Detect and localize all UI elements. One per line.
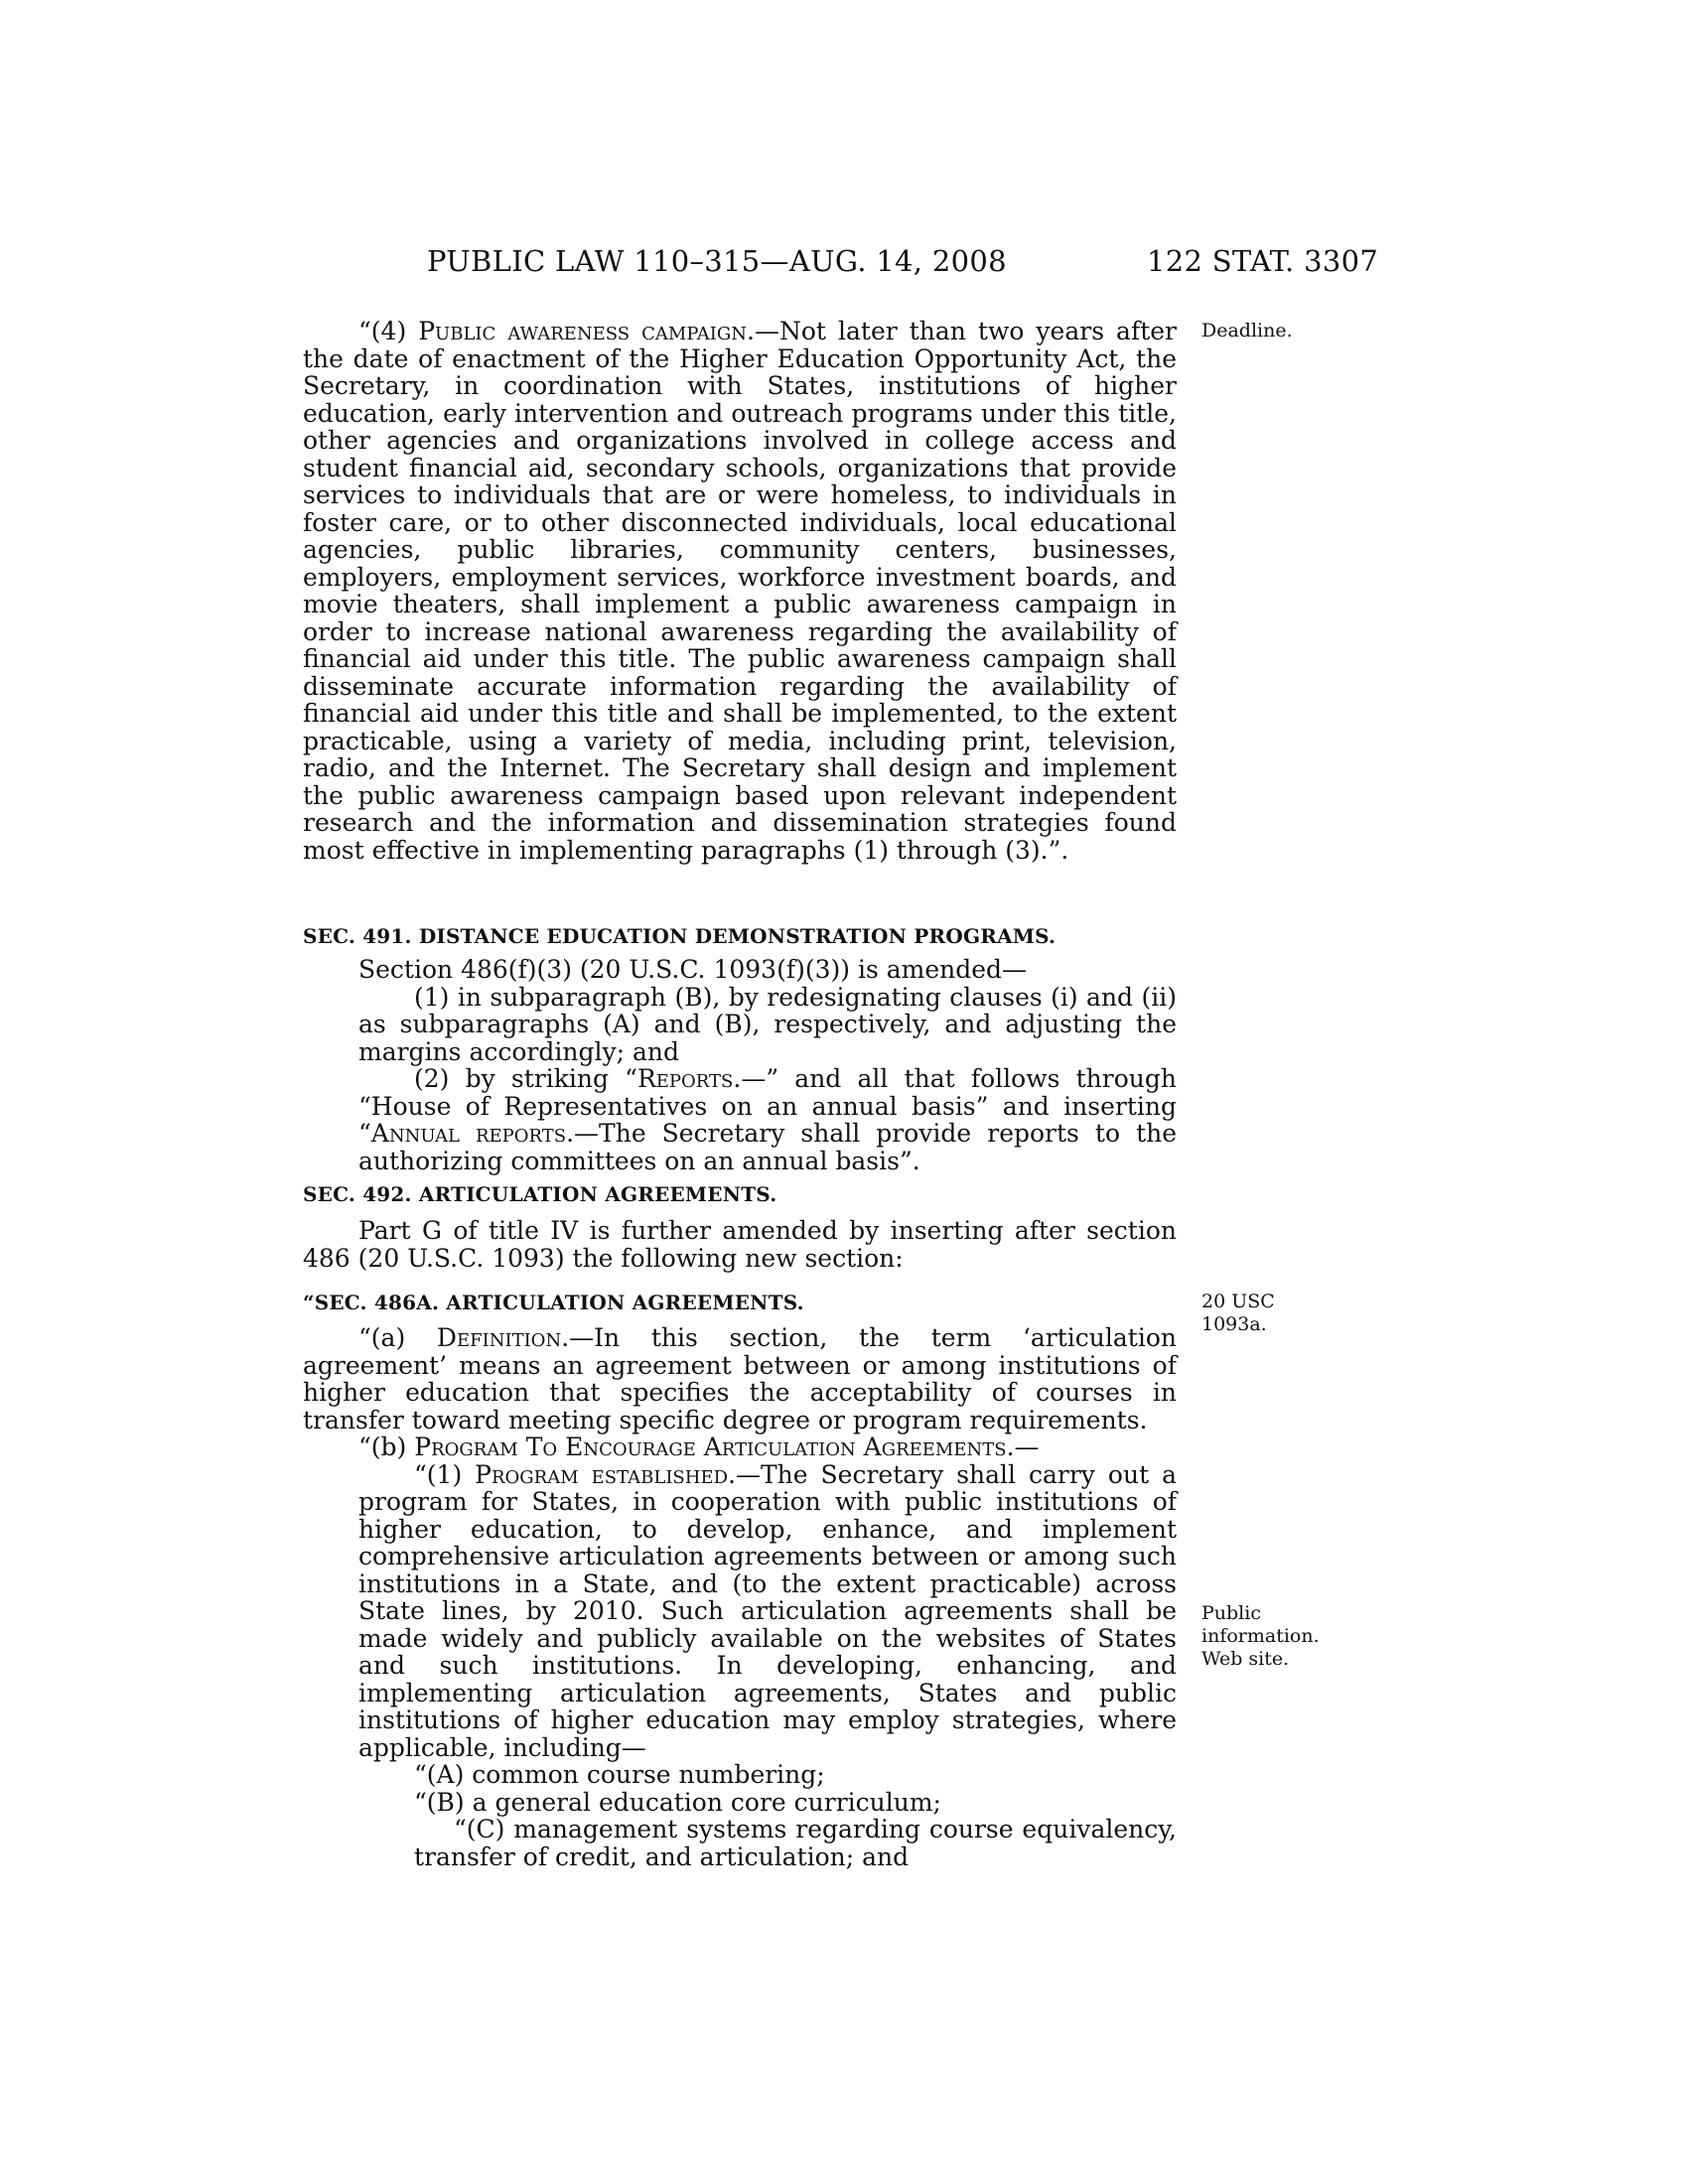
list-item: (2) by striking “Reports.—” and all that follows through “House of Representatives on an annual basis” and inserting “Annual reports.—The Secretary shall provide reports to the authorizing committees on an annual basis”. [358,1064,1178,1175]
list-item: (1) in subparagraph (B), by redesignating clauses (i) and (ii) as subparagraphs (A) and (B), respectively, and adjusting the margins accordingly; and [358,982,1177,1066]
paragraph-definition: “(a) Definition.—In this section, the term ‘articulation agreement’ means an agreement between or among institutions of higher education that specifies the acceptability of courses in transfer toward meeting specific degree or program requirements. [303,1323,1177,1434]
running-header-title: PUBLIC LAW 110–315—AUG. 14, 2008 [427,244,1007,278]
margin-note-usc-cite: 20 USC 1093a. [1201,1291,1275,1335]
paragraph-text: Part G of title IV is further amended by inserting after section 486 (20 U.S.C. 1093) the following new section: [303,1216,1177,1273]
list-item: “(B) a general education core curriculum; [414,1787,941,1817]
section-heading-486a: “SEC. 486A. ARTICULATION AGREEMENTS. [303,1291,804,1314]
section-491-body [303,956,1177,1174]
margin-note-line: Web site. [1201,1648,1290,1670]
list-item: “(A) common course numbering; [414,1760,825,1789]
margin-note-public-information [1201,1602,1320,1671]
margin-note-line: information. [1201,1625,1320,1647]
margin-note-line: Public [1201,1602,1261,1624]
paragraph-text: “(4) Public awareness campaign.—Not later than two years after the date of enactment of the Higher Education Opportunity Act, the Secretary, in coordination with States, institutions of higher education, early intervention and outreach programs under this title, other agencies and organizations involved in college access and student financial aid, secondary schools, organizations that provide services to individuals that are or were homeless, to individuals in foster care, or to other disconnected individuals, local educational agencies, public libraries, community centers, businesses, employers, employment services, workforce investment boards, and movie theaters, shall implement a public awareness campaign in order to increase national awareness regarding the availability of financial aid under this title. The public awareness campaign shall disseminate accurate information regarding the availability of financial aid under this title and shall be implemented, to the extent practicable, using a variety of media, including print, television, radio, and the Internet. The Secretary shall design and implement the public awareness campaign based upon relevant independent research and the information and dissemination strategies found most effective in implementing paragraphs (1) through (3).”. [303,317,1177,865]
section-492-body [303,1217,1177,1272]
page-number: 122 STAT. 3307 [1147,244,1379,278]
section-486a-body [303,1324,1177,1870]
paragraph-program-heading: “(b) Program To Encourage Articulation Agreements.— [358,1433,1040,1461]
small-caps-heading: Public awareness campaign [418,317,748,345]
section-heading-491: SEC. 491. DISTANCE EDUCATION DEMONSTRATION PROGRAMS. [303,924,1056,948]
paragraph-text: Section 486(f)(3) (20 U.S.C. 1093(f)(3)) is amended— [358,955,1028,984]
list-item: “(C) management systems regarding course equivalency, transfer of credit, and articulation; and [414,1815,1177,1871]
section-heading-492: SEC. 492. ARTICULATION AGREEMENTS. [303,1182,777,1206]
paragraph-public-awareness-campaign [303,318,1177,864]
margin-note-deadline: Deadline. [1201,320,1293,341]
paragraph-program-established: “(1) Program established.—The Secretary shall carry out a program for States, in cooperation with public institutions of higher education, to develop, enhance, and implement comprehensive articulation agreements between or among such institutions in a State, and (to the extent practicable) across State lines, by 2010. Such articulation agreements shall be made widely and publicly available on the websites of States and such institutions. In developing, enhancing, and implementing articulation agreements, States and public institutions of higher education may employ strategies, where applicable, including— [358,1459,1177,1762]
